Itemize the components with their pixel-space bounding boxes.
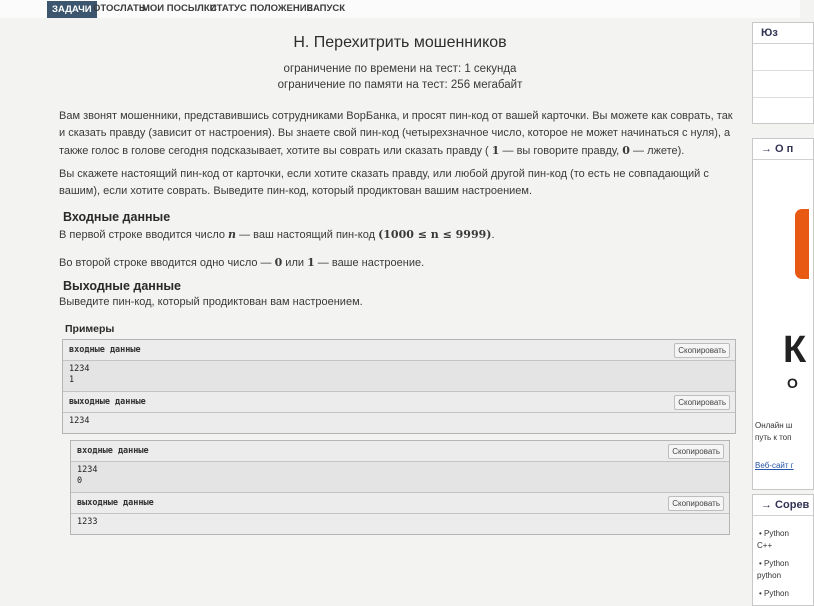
output-paragraph: Выведите пин-код, который продиктован вам настроением.: [59, 296, 363, 308]
example-input-line: 1: [69, 375, 75, 385]
example-output-header: [71, 493, 729, 514]
example-output-label: выходные данные: [77, 498, 154, 508]
input-paragraph-2: Во второй строке вводится одно число — 0 или 1 — ваше настроение.: [59, 256, 425, 269]
info-text-1: Онлайн ш: [755, 421, 793, 430]
example-output-line: 1234: [69, 416, 90, 426]
example-input-line: 1234: [77, 465, 98, 475]
example-input-label: входные данные: [69, 345, 141, 355]
info-link[interactable]: Веб-сайт г: [755, 461, 794, 470]
user-box: [752, 22, 814, 124]
top-nav: [0, 0, 800, 18]
right-sidebar: [752, 0, 810, 600]
nav-standings[interactable]: ПОЛОЖЕНИЕ: [250, 3, 313, 14]
copy-output-button[interactable]: Скопировать: [674, 395, 730, 410]
nav-submit[interactable]: ОТОСЛАТЬ: [93, 3, 146, 14]
legend-paragraph-1: Вам звонят мошенники, представившись сотрудниками ВорБанка, и просят пин-код от вашей карточки. Вы можете как соврать, так и сказать правду (зависит от настроения). Вы знаете свой пин-код (четырехзначное число, которое не может начинаться с нуля), а также голос в голове сегодня подсказывает, хотите вы соврать или сказать правду ( 1 — вы говорите правду, 0 — лжете).: [59, 110, 733, 157]
example-input-header: [71, 441, 729, 462]
example-2: [70, 440, 730, 535]
contest-item: • Python: [759, 529, 789, 538]
example-input-body: [63, 361, 735, 392]
input-section-title: Входные данные: [63, 210, 171, 224]
example-input-line: 1234: [69, 364, 90, 374]
examples-title: Примеры: [65, 323, 115, 335]
input-paragraph-1: В первой строке вводится число n — ваш настоящий пин-код (1000 ≤ n ≤ 9999).: [59, 228, 495, 241]
time-limit: ограничение по времени на тест: 1 секунда: [283, 63, 517, 75]
example-input-line: 0: [77, 476, 83, 486]
example-output-body: [63, 413, 735, 433]
copy-output-button[interactable]: Скопировать: [668, 496, 724, 511]
example-input-header: [63, 340, 735, 361]
problem-title: H. Перехитрить мошенников: [293, 34, 507, 51]
contests-box: [752, 494, 814, 606]
logo-subletter: О: [787, 375, 798, 391]
copy-input-button[interactable]: Скопировать: [674, 343, 730, 358]
info-box: [752, 138, 814, 490]
example-input-body: [71, 462, 729, 493]
info-box-title: → О п: [753, 139, 813, 160]
output-section-title: Выходные данные: [63, 279, 182, 293]
contest-item: • Python: [759, 559, 789, 568]
contest-item: C++: [757, 541, 773, 550]
legend-paragraph-2: Вы скажете настоящий пин-код от карточки, если хотите сказать правду, или любой другой пин-код (то есть не совпадающий с вашим), если хотите соврать. Выведите пин-код, который продиктован вашим настроением.: [59, 168, 709, 197]
nav-status[interactable]: СТАТУС: [210, 3, 247, 14]
example-input-label: входные данные: [77, 446, 149, 456]
example-output-label: выходные данные: [69, 397, 146, 407]
example-output-header: [63, 392, 735, 413]
contest-item: python: [757, 571, 782, 580]
info-text-2: путь к топ: [755, 433, 792, 442]
example-output-body: [71, 514, 729, 534]
user-box-title: Юз: [753, 23, 813, 44]
nav-my-submissions[interactable]: МОИ ПОСЫЛКИ: [142, 3, 217, 14]
copy-input-button[interactable]: Скопировать: [668, 444, 724, 459]
contest-item: • Python: [759, 589, 789, 598]
example-output-line: 1233: [77, 517, 98, 527]
logo-letter: К: [783, 329, 807, 371]
logo-mark: [795, 209, 809, 279]
nav-custom-invocation[interactable]: ЗАПУСК: [307, 3, 346, 14]
nav-problems[interactable]: ЗАДАЧИ: [47, 1, 97, 18]
example-1: [62, 339, 736, 434]
contests-box-title: → Сорев: [753, 495, 813, 516]
memory-limit: ограничение по памяти на тест: 256 мегабайт: [277, 79, 523, 91]
